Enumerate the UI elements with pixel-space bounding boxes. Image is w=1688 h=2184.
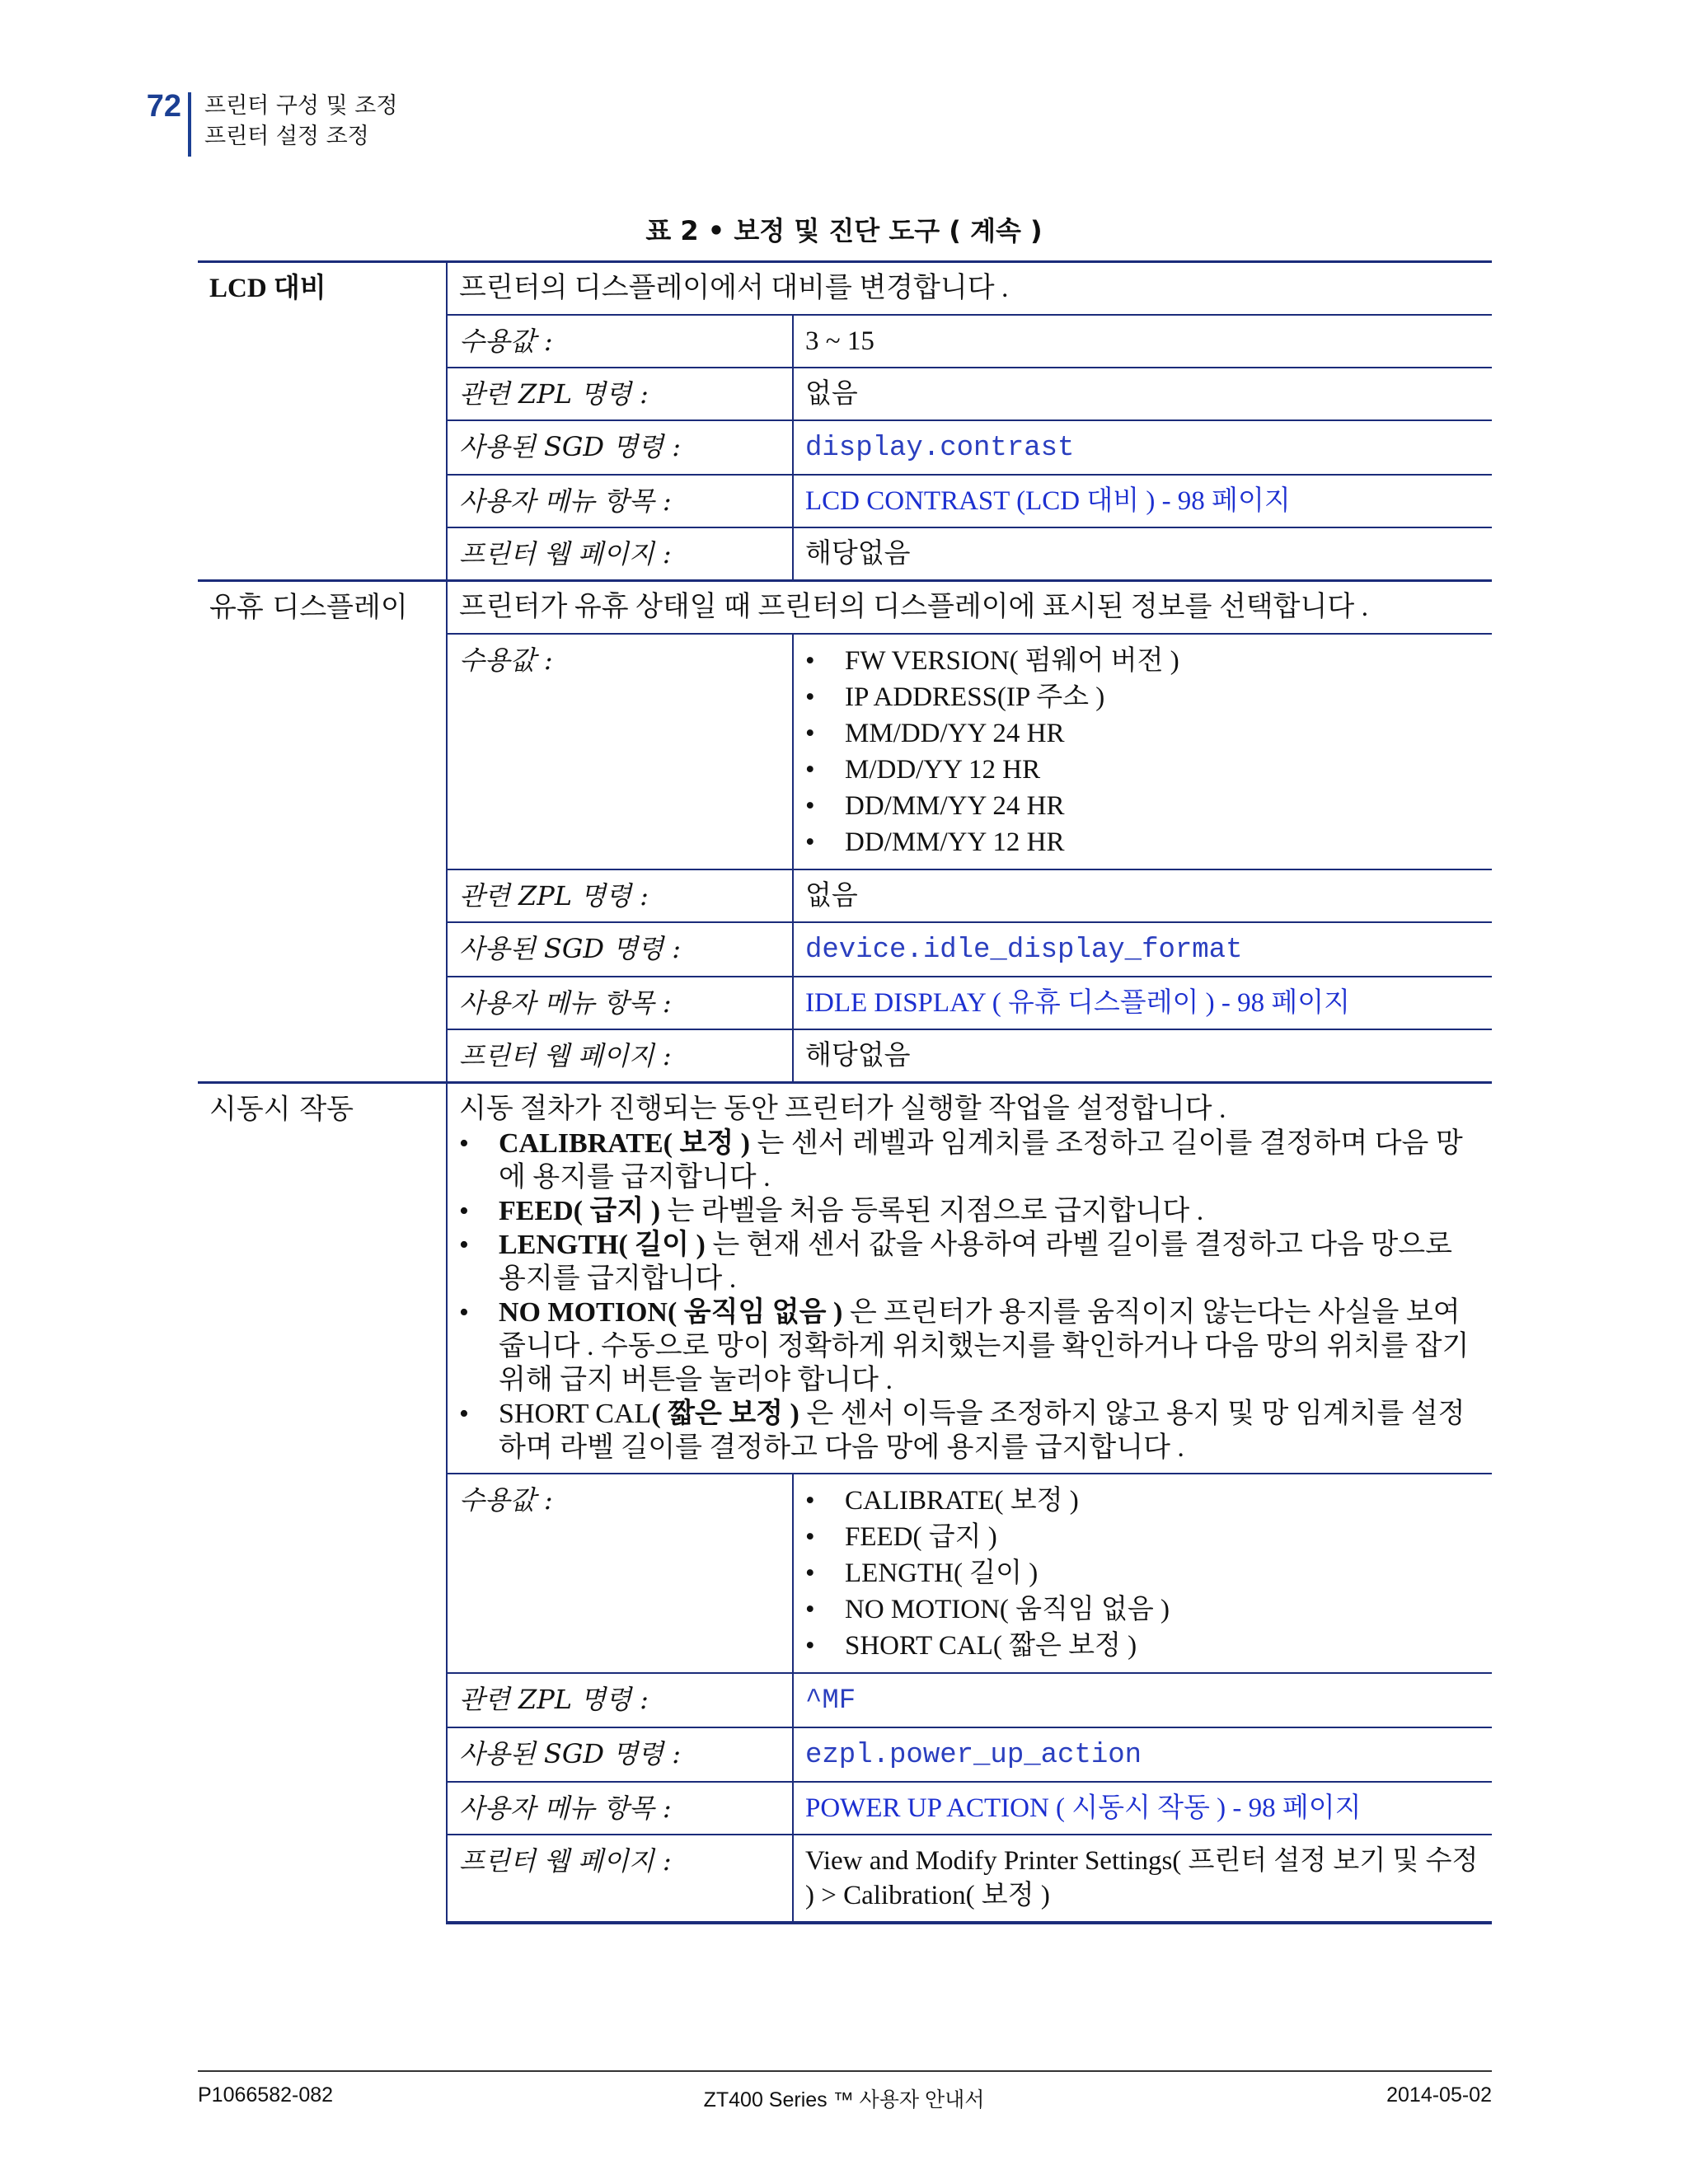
lcd-web-value: 해당없음: [793, 527, 1492, 581]
list-item: • LENGTH( 길이 ): [805, 1555, 1480, 1591]
list-item: • CALIBRATE( 보정 ): [805, 1483, 1480, 1519]
footer-divider: [198, 2070, 1492, 2072]
idle-menu-link[interactable]: IDLE DISPLAY ( 유휴 디스플레이 ) - 98 페이지: [805, 988, 1350, 1018]
list-item: • DD/MM/YY 24 HR: [805, 788, 1480, 824]
idle-accepted-label: 수용값 :: [447, 634, 793, 869]
power-menu-label: 사용자 메뉴 항목 :: [447, 1782, 793, 1835]
idle-sgd-command: device.idle_display_format: [805, 935, 1243, 966]
list-item: • M/DD/YY 12 HR: [805, 752, 1480, 788]
lcd-zpl-value: 없음: [793, 368, 1492, 420]
idle-zpl-label: 관련 ZPL 명령 :: [447, 869, 793, 922]
lcd-menu-link[interactable]: LCD CONTRAST (LCD 대비 ) - 98 페이지: [805, 486, 1291, 516]
lcd-accepted-value: 3 ~ 15: [793, 315, 1492, 368]
power-description: [447, 1083, 1492, 1474]
list-item: • FW VERSION( 펌웨어 버전 ): [805, 643, 1480, 679]
power-menu-link[interactable]: POWER UP ACTION ( 시동시 작동 ) - 98 페이지: [805, 1793, 1362, 1823]
idle-accepted-list: [805, 643, 1480, 860]
power-description-intro: 시동 절차가 진행되는 동안 프린터가 실행할 작업을 설정합니다 .: [459, 1094, 1226, 1124]
section-title: 프린터 설정 조정: [204, 124, 369, 149]
lcd-accepted-label: 수용값 :: [447, 315, 793, 368]
list-item: • MM/DD/YY 24 HR: [805, 715, 1480, 752]
table-caption: 표 2 • 보정 및 진단 도구 ( 계속 ): [645, 215, 1043, 246]
list-item: • IP ADDRESS(IP 주소 ): [805, 679, 1480, 715]
power-web-label: 프린터 웹 페이지 :: [447, 1835, 793, 1923]
idle-menu-label: 사용자 메뉴 항목 :: [447, 977, 793, 1029]
idle-zpl-value: 없음: [793, 869, 1492, 922]
idle-description: 프린터가 유휴 상태일 때 프린터의 디스플레이에 표시된 정보를 선택합니다 .: [447, 581, 1492, 635]
row-label-idle-display: 유휴 디스플레이: [198, 581, 447, 1083]
list-item: • SHORT CAL( 짧은 보정 ) 은 센서 이득을 조정하지 않고 용지 및 망 임계치를 설정하며 라벨 길이를 결정하고 다음 망에 용지를 급지합니다 .: [459, 1397, 1480, 1465]
list-item: • LENGTH( 길이 ) 는 현재 센서 값을 사용하여 라벨 길이를 결정하고 다음 망으로 용지를 급지합니다 .: [459, 1228, 1480, 1296]
footer-doc-number: P1066582-082: [198, 2083, 334, 2107]
lcd-sgd-command: display.contrast: [805, 433, 1075, 464]
power-accepted-label: 수용값 :: [447, 1474, 793, 1673]
footer-title: ZT400 Series ™ 사용자 안내서: [703, 2088, 985, 2111]
header-divider: [188, 92, 191, 157]
power-web-value: View and Modify Printer Settings( 프린터 설정 보기 및 수정 ) > Calibration( 보정 ): [793, 1835, 1492, 1923]
chapter-title: 프린터 구성 및 조정: [204, 93, 398, 119]
idle-web-label: 프린터 웹 페이지 :: [447, 1029, 793, 1083]
power-zpl-command: ^MF: [805, 1685, 856, 1717]
idle-web-value: 해당없음: [793, 1029, 1492, 1083]
idle-sgd-label: 사용된 SGD 명령 :: [447, 922, 793, 977]
power-accepted-list: [805, 1483, 1480, 1664]
list-item: • NO MOTION( 움직임 없음 ): [805, 1591, 1480, 1628]
page-number: 72: [146, 89, 181, 124]
list-item: • SHORT CAL( 짧은 보정 ): [805, 1628, 1480, 1664]
list-item: • FEED( 급지 ): [805, 1519, 1480, 1555]
row-label-lcd-contrast: LCD 대비: [198, 262, 447, 581]
lcd-description: 프린터의 디스플레이에서 대비를 변경합니다 .: [447, 262, 1492, 316]
lcd-sgd-label: 사용된 SGD 명령 :: [447, 420, 793, 475]
lcd-menu-label: 사용자 메뉴 항목 :: [447, 475, 793, 527]
footer-date: 2014-05-02: [1386, 2083, 1492, 2107]
calibration-table: [198, 260, 1492, 1924]
power-sgd-command: ezpl.power_up_action: [805, 1740, 1142, 1771]
list-item: • DD/MM/YY 12 HR: [805, 824, 1480, 860]
lcd-web-label: 프린터 웹 페이지 :: [447, 527, 793, 581]
power-sgd-label: 사용된 SGD 명령 :: [447, 1727, 793, 1782]
lcd-zpl-label: 관련 ZPL 명령 :: [447, 368, 793, 420]
row-label-power-up-action: 시동시 작동: [198, 1083, 447, 1924]
list-item: • FEED( 급지 ) 는 라벨을 처음 등록된 지점으로 급지합니다 .: [459, 1194, 1480, 1228]
power-description-list: [459, 1127, 1480, 1465]
list-item: • CALIBRATE( 보정 ) 는 센서 레벨과 임계치를 조정하고 길이를 결정하며 다음 망에 용지를 급지합니다 .: [459, 1127, 1480, 1194]
power-zpl-label: 관련 ZPL 명령 :: [447, 1673, 793, 1727]
list-item: • NO MOTION( 움직임 없음 ) 은 프린터가 용지를 움직이지 않는다는 사실을 보여줍니다 . 수동으로 망이 정확하게 위치했는지를 확인하거나 다음 망의 위치를 잡기 위해 급지 버튼을 눌러야 합니다 .: [459, 1296, 1480, 1397]
